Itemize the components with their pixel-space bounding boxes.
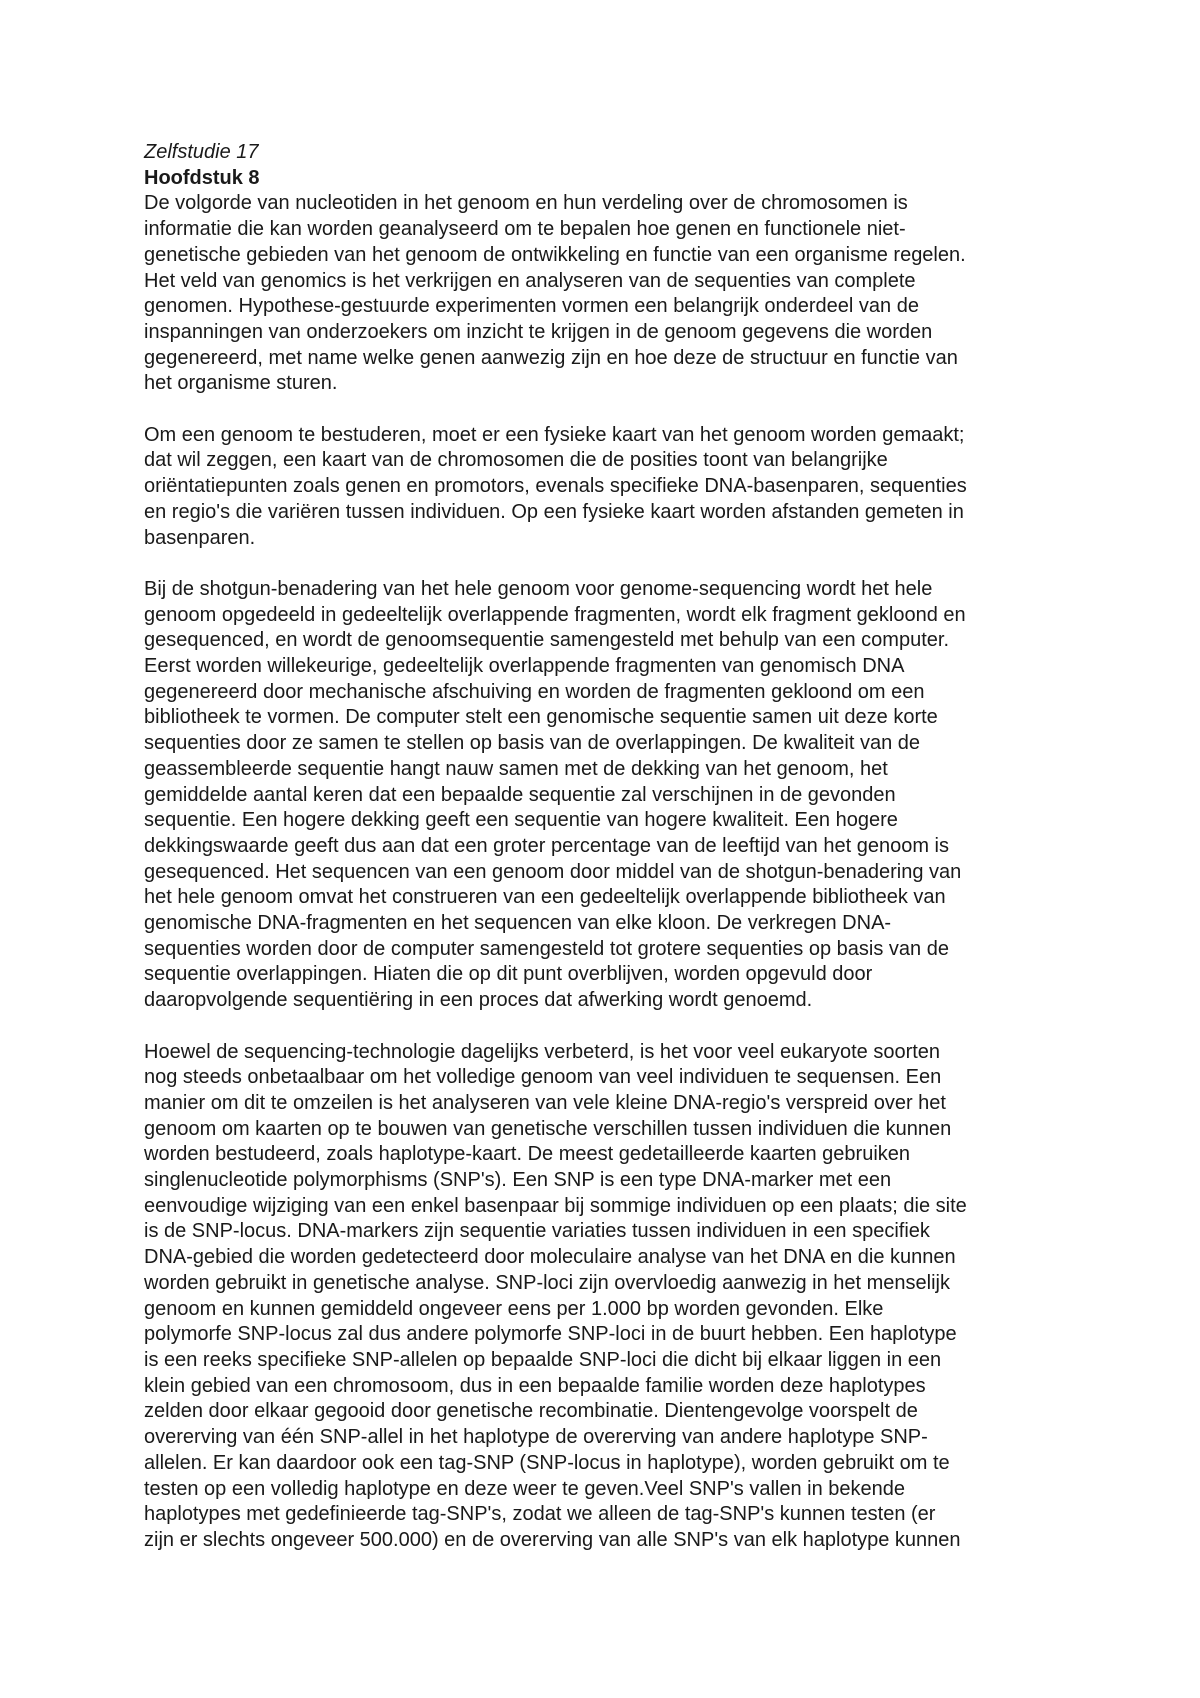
paragraph-intro: De volgorde van nucleotiden in het genoom en hun verdeling over de chromosomen is informatie die kan worden geanalyseerd om te bepalen hoe genen en functionele niet- genetische gebieden van het genoom de ontwikkeling en functie van een organisme regelen. Het veld van genomics is het verkrijgen en analyseren van de sequenties van complete genomen. Hypothese-gestuurde experimenten vormen een belangrijk onderdeel van de inspanningen van onderzoekers om inzicht te krijgen in de genoom gegevens die worden gegenereerd, met name welke genen aanwezig zijn en hoe deze de structuur en functie van het organisme sturen. [144,192,966,395]
document-page [144,140,1064,1554]
paragraph-shotgun-sequencing: Bij de shotgun-benadering van het hele genoom voor genome-sequencing wordt het hele genoom opgedeeld in gedeeltelijk overlappende fragmenten, wordt elk fragment gekloond en gesequenced, en wordt de genoomsequentie samengesteld met behulp van een computer. Eerst worden willekeurige, gedeeltelijk overlappende fragmenten van genomisch DNA gegenereerd door mechanische afschuiving en worden de fragmenten gekloond om een bibliotheek te vormen. De computer stelt een genomische sequentie samen uit deze korte sequenties door ze samen te stellen op basis van de overlappingen. De kwaliteit van de geassembleerde sequentie hangt nauw samen met de dekking van het genoom, het gemiddelde aantal keren dat een bepaalde sequentie zal verschijnen in de gevonden sequentie. Een hogere dekking geeft een sequentie van hogere kwaliteit. Een hogere dekkingswaarde geeft dus aan dat een groter percentage van de leeftijd van het genoom is gesequenced. Het sequencen van een genoom door middel van de shotgun-benadering van het hele genoom omvat het construeren van een gedeeltelijk overlappende bibliotheek van genomische DNA-fragmenten en het sequencen van elke kloon. De verkregen DNA- sequenties worden door de computer samengesteld tot grotere sequenties op basis van de sequentie overlappingen. Hiaten die op dit punt overblijven, worden opgevuld door daaropvolgende sequentiëring in een proces dat afwerking wordt genoemd. [144,577,966,1012]
chapter-heading: Hoofdstuk 8 [144,166,260,189]
document-subtitle: Zelfstudie 17 [144,141,259,163]
paragraph-snp: Hoewel de sequencing-technologie dagelijks verbeterd, is het voor veel eukaryote soorten nog steeds onbetaalbaar om het volledige genoom van veel individuen te sequensen. Een manier om dit te omzeilen is het analyseren van vele kleine DNA-regio's verspreid over het genoom om kaarten op te bouwen van genetische verschillen tussen individuen die kunnen worden bestudeerd, zoals haplotype-kaart. De meest gedetailleerde kaarten gebruiken singlenucleotide polymorphisms (SNP's). Een SNP is een type DNA-marker met een eenvoudige wijziging van een enkel basenpaar bij sommige individuen op een plaats; die site is de SNP-locus. DNA-markers zijn sequentie variaties tussen individuen in een specifiek DNA-gebied die worden gedetecteerd door moleculaire analyse van het DNA en die kunnen worden gebruikt in genetische analyse. SNP-loci zijn overvloedig aanwezig in het menselijk genoom en kunnen gemiddeld ongeveer eens per 1.000 bp worden gevonden. Elke polymorfe SNP-locus zal dus andere polymorfe SNP-loci in de buurt hebben. Een haplotype is een reeks specifieke SNP-allelen op bepaalde SNP-loci die dicht bij elkaar liggen in een klein gebied van een chromosoom, dus in een bepaalde familie worden deze haplotypes zelden door elkaar gegooid door genetische recombinatie. Dientengevolge voorspelt de overerving van één SNP-allel in het haplotype de overerving van andere haplotype SNP- allelen. Er kan daardoor ook een tag-SNP (SNP-locus in haplotype), worden gebruikt om te testen op een volledig haplotype en deze weer te geven.Veel SNP's vallen in bekende haplotypes met gedefinieerde tag-SNP's, zodat we alleen de tag-SNP's kunnen testen (er zijn er slechts ongeveer 500.000) en de overerving van alle SNP's van elk haplotype kunnen [144,1040,967,1551]
paragraph-physical-map: Om een genoom te bestuderen, moet er een fysieke kaart van het genoom worden gemaakt; dat wil zeggen, een kaart van de chromosomen die de posities toont van belangrijke oriëntatiepunten zoals genen en promotors, evenals specifieke DNA-basenparen, sequenties en regio's die variëren tussen individuen. Op een fysieke kaart worden afstanden gemeten in basenparen. [144,423,967,549]
